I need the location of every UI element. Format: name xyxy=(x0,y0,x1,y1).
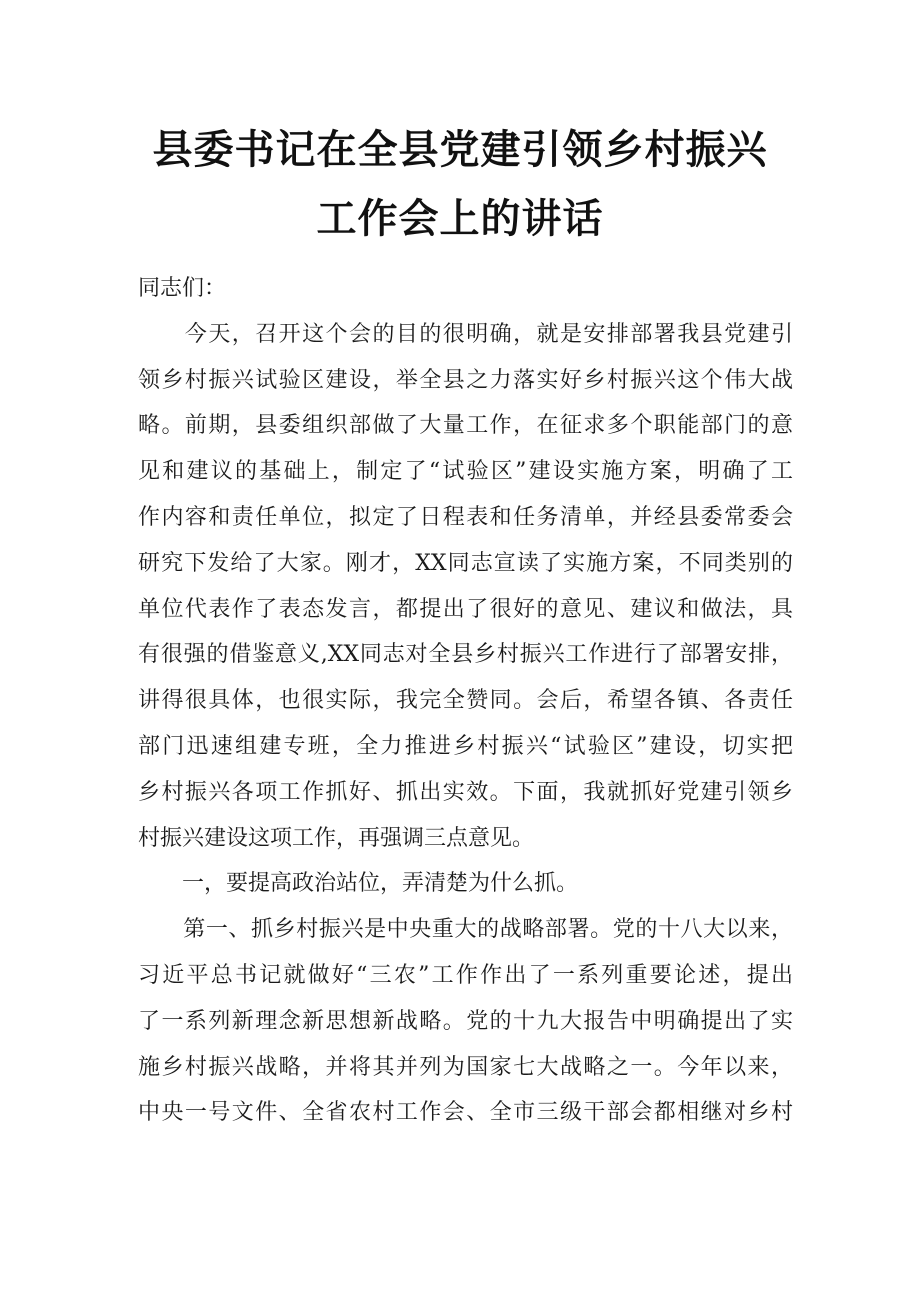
body-line: 村振兴建设这项工作，再强调三点意见。 xyxy=(138,825,535,851)
body-line: 施乡村振兴战略，并将其并列为国家七大战略之一。今年以来， xyxy=(138,1054,793,1080)
document-title-line-1: 县委书记在全县党建引领乡村振兴 xyxy=(152,127,768,173)
body-line: 略。前期，县委组织部做了大量工作，在征求多个职能部门的意 xyxy=(138,413,793,439)
body-line: 有很强的借鉴意义,XX同志对全县乡村振兴工作进行了部署安排， xyxy=(138,642,793,668)
body-line: 了一系列新理念新思想新战略。党的十九大报告中明确提出了实 xyxy=(138,1008,793,1034)
body-line: 讲得很具体，也很实际，我完全赞同。会后，希望各镇、各责任 xyxy=(138,688,793,714)
body-line: 习近平总书记就做好“三农”工作作出了一系列重要论述，提出 xyxy=(138,962,793,988)
body-line: 单位代表作了表态发言，都提出了很好的意见、建议和做法，具 xyxy=(138,596,793,622)
body-line: 第一、抓乡村振兴是中央重大的战略部署。党的十八大以来， xyxy=(138,917,793,943)
body-line: 乡村振兴各项工作抓好、抓出实效。下面，我就抓好党建引领乡 xyxy=(138,779,793,805)
body-line: 见和建议的基础上，制定了“试验区”建设实施方案，明确了工 xyxy=(138,459,793,485)
section-heading: 一，要提高政治站位，弄清楚为什么抓。 xyxy=(138,871,579,897)
body-line: 中央一号文件、全省农村工作会、全市三级干部会都相继对乡村 xyxy=(138,1100,793,1126)
document-title-line-2: 工作会上的讲话 xyxy=(316,196,604,242)
body-line: 作内容和责任单位，拟定了日程表和任务清单，并经县委常委会 xyxy=(138,504,793,530)
salutation: 同志们： xyxy=(138,276,227,301)
document-body xyxy=(138,266,793,1136)
body-line: 今天，召开这个会的目的很明确，就是安排部署我县党建引 xyxy=(138,321,793,347)
body-line: 部门迅速组建专班，全力推进乡村振兴“试验区”建设，切实把 xyxy=(138,733,793,759)
body-line: 研究下发给了大家。刚才，XX同志宣读了实施方案，不同类别的 xyxy=(138,550,793,576)
body-line: 领乡村振兴试验区建设，举全县之力落实好乡村振兴这个伟大战 xyxy=(138,367,793,393)
